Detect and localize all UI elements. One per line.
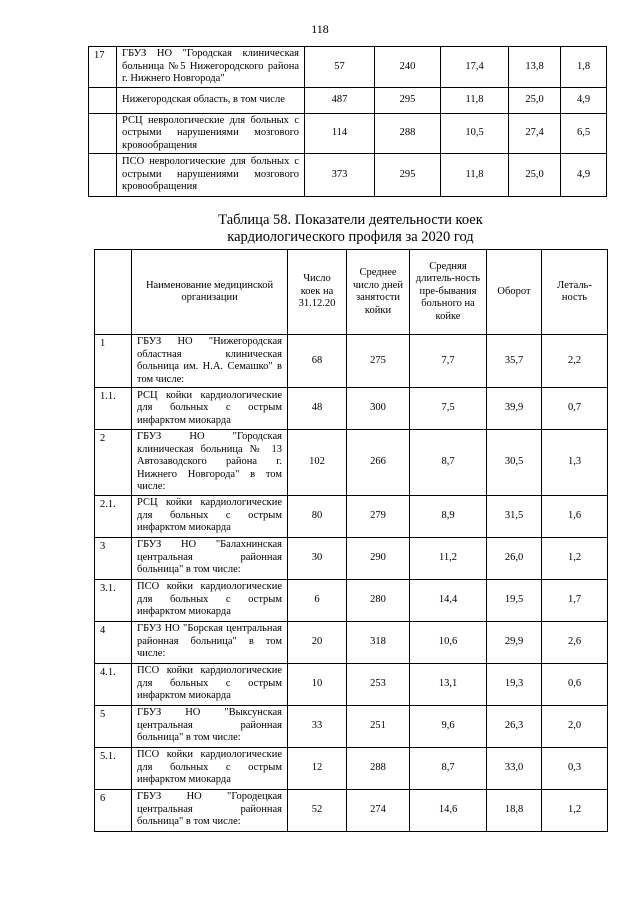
row-turnover: 27,4 bbox=[509, 113, 561, 154]
header-lethality: Леталь-ность bbox=[542, 250, 608, 335]
row-days: 295 bbox=[375, 154, 441, 197]
row-lethality: 1,6 bbox=[542, 495, 608, 537]
table-row bbox=[89, 154, 607, 197]
row-turnover: 19,3 bbox=[487, 663, 542, 705]
row-index: 6 bbox=[95, 789, 132, 831]
row-turnover: 19,5 bbox=[487, 579, 542, 621]
row-index: 1 bbox=[95, 335, 132, 388]
row-name: ГБУЗ НО "Городская клиническая больница №5 Нижегородского района г. Нижнего Новгорода" bbox=[117, 47, 305, 88]
row-turnover: 29,9 bbox=[487, 621, 542, 663]
row-beds: 487 bbox=[305, 87, 375, 113]
header-beds: Число коек на 31.12.20 bbox=[288, 250, 347, 335]
row-duration: 17,4 bbox=[441, 47, 509, 88]
row-index bbox=[89, 87, 117, 113]
row-index: 3 bbox=[95, 537, 132, 579]
row-days: 275 bbox=[347, 335, 410, 388]
row-index: 2 bbox=[95, 430, 132, 496]
table-row bbox=[95, 537, 608, 579]
row-lethality: 1,7 bbox=[542, 579, 608, 621]
row-turnover: 35,7 bbox=[487, 335, 542, 388]
header-index bbox=[95, 250, 132, 335]
row-beds: 48 bbox=[288, 388, 347, 430]
row-index: 5.1. bbox=[95, 747, 132, 789]
caption-line-2: кардиологического профиля за 2020 год bbox=[227, 229, 474, 245]
row-days: 266 bbox=[347, 430, 410, 496]
table-row bbox=[95, 495, 608, 537]
row-name: Нижегородская область, в том числе bbox=[117, 87, 305, 113]
row-duration: 13,1 bbox=[410, 663, 487, 705]
table-row bbox=[89, 87, 607, 113]
row-turnover: 31,5 bbox=[487, 495, 542, 537]
table-row bbox=[95, 747, 608, 789]
row-lethality: 0,6 bbox=[542, 663, 608, 705]
row-beds: 57 bbox=[305, 47, 375, 88]
row-duration: 7,7 bbox=[410, 335, 487, 388]
row-days: 251 bbox=[347, 705, 410, 747]
row-index: 2.1. bbox=[95, 495, 132, 537]
row-index: 4.1. bbox=[95, 663, 132, 705]
row-duration: 8,7 bbox=[410, 430, 487, 496]
table-row bbox=[89, 47, 607, 88]
row-name: ГБУЗ НО "Борская центральная районная больница" в том числе: bbox=[132, 621, 288, 663]
row-index: 5 bbox=[95, 705, 132, 747]
row-turnover: 25,0 bbox=[509, 154, 561, 197]
table-row bbox=[95, 579, 608, 621]
row-beds: 20 bbox=[288, 621, 347, 663]
row-beds: 68 bbox=[288, 335, 347, 388]
row-name: ГБУЗ НО "Балахнинская центральная районная больница" в том числе: bbox=[132, 537, 288, 579]
row-lethality: 2,6 bbox=[542, 621, 608, 663]
row-duration: 8,7 bbox=[410, 747, 487, 789]
row-duration: 14,4 bbox=[410, 579, 487, 621]
table-row bbox=[95, 335, 608, 388]
row-beds: 33 bbox=[288, 705, 347, 747]
row-name: ГБУЗ НО "Городецкая центральная районная больница" в том числе: bbox=[132, 789, 288, 831]
row-turnover: 30,5 bbox=[487, 430, 542, 496]
row-days: 288 bbox=[375, 113, 441, 154]
table-row bbox=[95, 705, 608, 747]
row-duration: 11,8 bbox=[441, 154, 509, 197]
row-name: ГБУЗ НО "Нижегородская областная клиническая больница им. Н.А. Семашко" в том числе: bbox=[132, 335, 288, 388]
row-turnover: 13,8 bbox=[509, 47, 561, 88]
row-beds: 373 bbox=[305, 154, 375, 197]
row-index: 3.1. bbox=[95, 579, 132, 621]
row-duration: 9,6 bbox=[410, 705, 487, 747]
row-lethality: 1,3 bbox=[542, 430, 608, 496]
row-index: 1.1. bbox=[95, 388, 132, 430]
row-turnover: 33,0 bbox=[487, 747, 542, 789]
row-duration: 10,6 bbox=[410, 621, 487, 663]
row-days: 295 bbox=[375, 87, 441, 113]
table-row bbox=[95, 430, 608, 496]
main-table bbox=[94, 249, 608, 832]
row-duration: 11,8 bbox=[441, 87, 509, 113]
row-duration: 8,9 bbox=[410, 495, 487, 537]
row-name: ПСО койки кардиологические для больных с острым инфарктом миокарда bbox=[132, 747, 288, 789]
row-name: РСЦ койки кардиологические для больных с острым инфарктом миокарда bbox=[132, 495, 288, 537]
row-days: 318 bbox=[347, 621, 410, 663]
row-beds: 102 bbox=[288, 430, 347, 496]
table-caption bbox=[94, 212, 607, 246]
row-lethality: 4,9 bbox=[561, 154, 607, 197]
row-days: 280 bbox=[347, 579, 410, 621]
row-name: ГБУЗ НО "Городская клиническая больница № 13 Автозаводского района г. Нижнего Новгорода" в том числе: bbox=[132, 430, 288, 496]
row-name: ПСО койки кардиологические для больных с острым инфарктом миокарда bbox=[132, 579, 288, 621]
header-duration: Средняя длитель-ность пре-бывания больного на койке bbox=[410, 250, 487, 335]
header-turnover: Оборот bbox=[487, 250, 542, 335]
table-row bbox=[95, 621, 608, 663]
top-table bbox=[88, 46, 607, 197]
row-turnover: 26,3 bbox=[487, 705, 542, 747]
row-lethality: 6,5 bbox=[561, 113, 607, 154]
row-beds: 52 bbox=[288, 789, 347, 831]
row-days: 253 bbox=[347, 663, 410, 705]
row-beds: 30 bbox=[288, 537, 347, 579]
row-days: 288 bbox=[347, 747, 410, 789]
row-days: 300 bbox=[347, 388, 410, 430]
row-index bbox=[89, 113, 117, 154]
header-name: Наименование медицинской организации bbox=[132, 250, 288, 335]
row-lethality: 1,2 bbox=[542, 537, 608, 579]
row-lethality: 4,9 bbox=[561, 87, 607, 113]
row-days: 290 bbox=[347, 537, 410, 579]
row-name: ПСО койки кардиологические для больных с острым инфарктом миокарда bbox=[132, 663, 288, 705]
caption-line-1: Таблица 58. Показатели деятельности коек bbox=[218, 212, 483, 228]
table-row bbox=[89, 113, 607, 154]
row-lethality: 1,2 bbox=[542, 789, 608, 831]
row-duration: 11,2 bbox=[410, 537, 487, 579]
table-row bbox=[95, 789, 608, 831]
table-row bbox=[95, 663, 608, 705]
row-duration: 10,5 bbox=[441, 113, 509, 154]
row-lethality: 1,8 bbox=[561, 47, 607, 88]
row-name: РСЦ койки кардиологические для больных с острым инфарктом миокарда bbox=[132, 388, 288, 430]
row-beds: 114 bbox=[305, 113, 375, 154]
row-name: ГБУЗ НО "Выксунская центральная районная больница" в том числе: bbox=[132, 705, 288, 747]
header-row bbox=[95, 250, 608, 335]
page-number: 118 bbox=[311, 22, 329, 36]
row-days: 240 bbox=[375, 47, 441, 88]
row-days: 279 bbox=[347, 495, 410, 537]
row-index: 17 bbox=[89, 47, 117, 88]
row-turnover: 26,0 bbox=[487, 537, 542, 579]
row-beds: 6 bbox=[288, 579, 347, 621]
row-turnover: 25,0 bbox=[509, 87, 561, 113]
row-lethality: 0,7 bbox=[542, 388, 608, 430]
row-name: РСЦ неврологические для больных с острыми нарушениями мозгового кровообращения bbox=[117, 113, 305, 154]
header-days: Среднее число дней занятости койки bbox=[347, 250, 410, 335]
row-turnover: 39,9 bbox=[487, 388, 542, 430]
row-lethality: 0,3 bbox=[542, 747, 608, 789]
row-beds: 80 bbox=[288, 495, 347, 537]
row-index: 4 bbox=[95, 621, 132, 663]
row-turnover: 18,8 bbox=[487, 789, 542, 831]
table-row bbox=[95, 388, 608, 430]
row-duration: 7,5 bbox=[410, 388, 487, 430]
row-beds: 10 bbox=[288, 663, 347, 705]
row-lethality: 2,2 bbox=[542, 335, 608, 388]
row-duration: 14,6 bbox=[410, 789, 487, 831]
row-days: 274 bbox=[347, 789, 410, 831]
row-name: ПСО неврологические для больных с острыми нарушениями мозгового кровообращения bbox=[117, 154, 305, 197]
row-beds: 12 bbox=[288, 747, 347, 789]
row-index bbox=[89, 154, 117, 197]
row-lethality: 2,0 bbox=[542, 705, 608, 747]
